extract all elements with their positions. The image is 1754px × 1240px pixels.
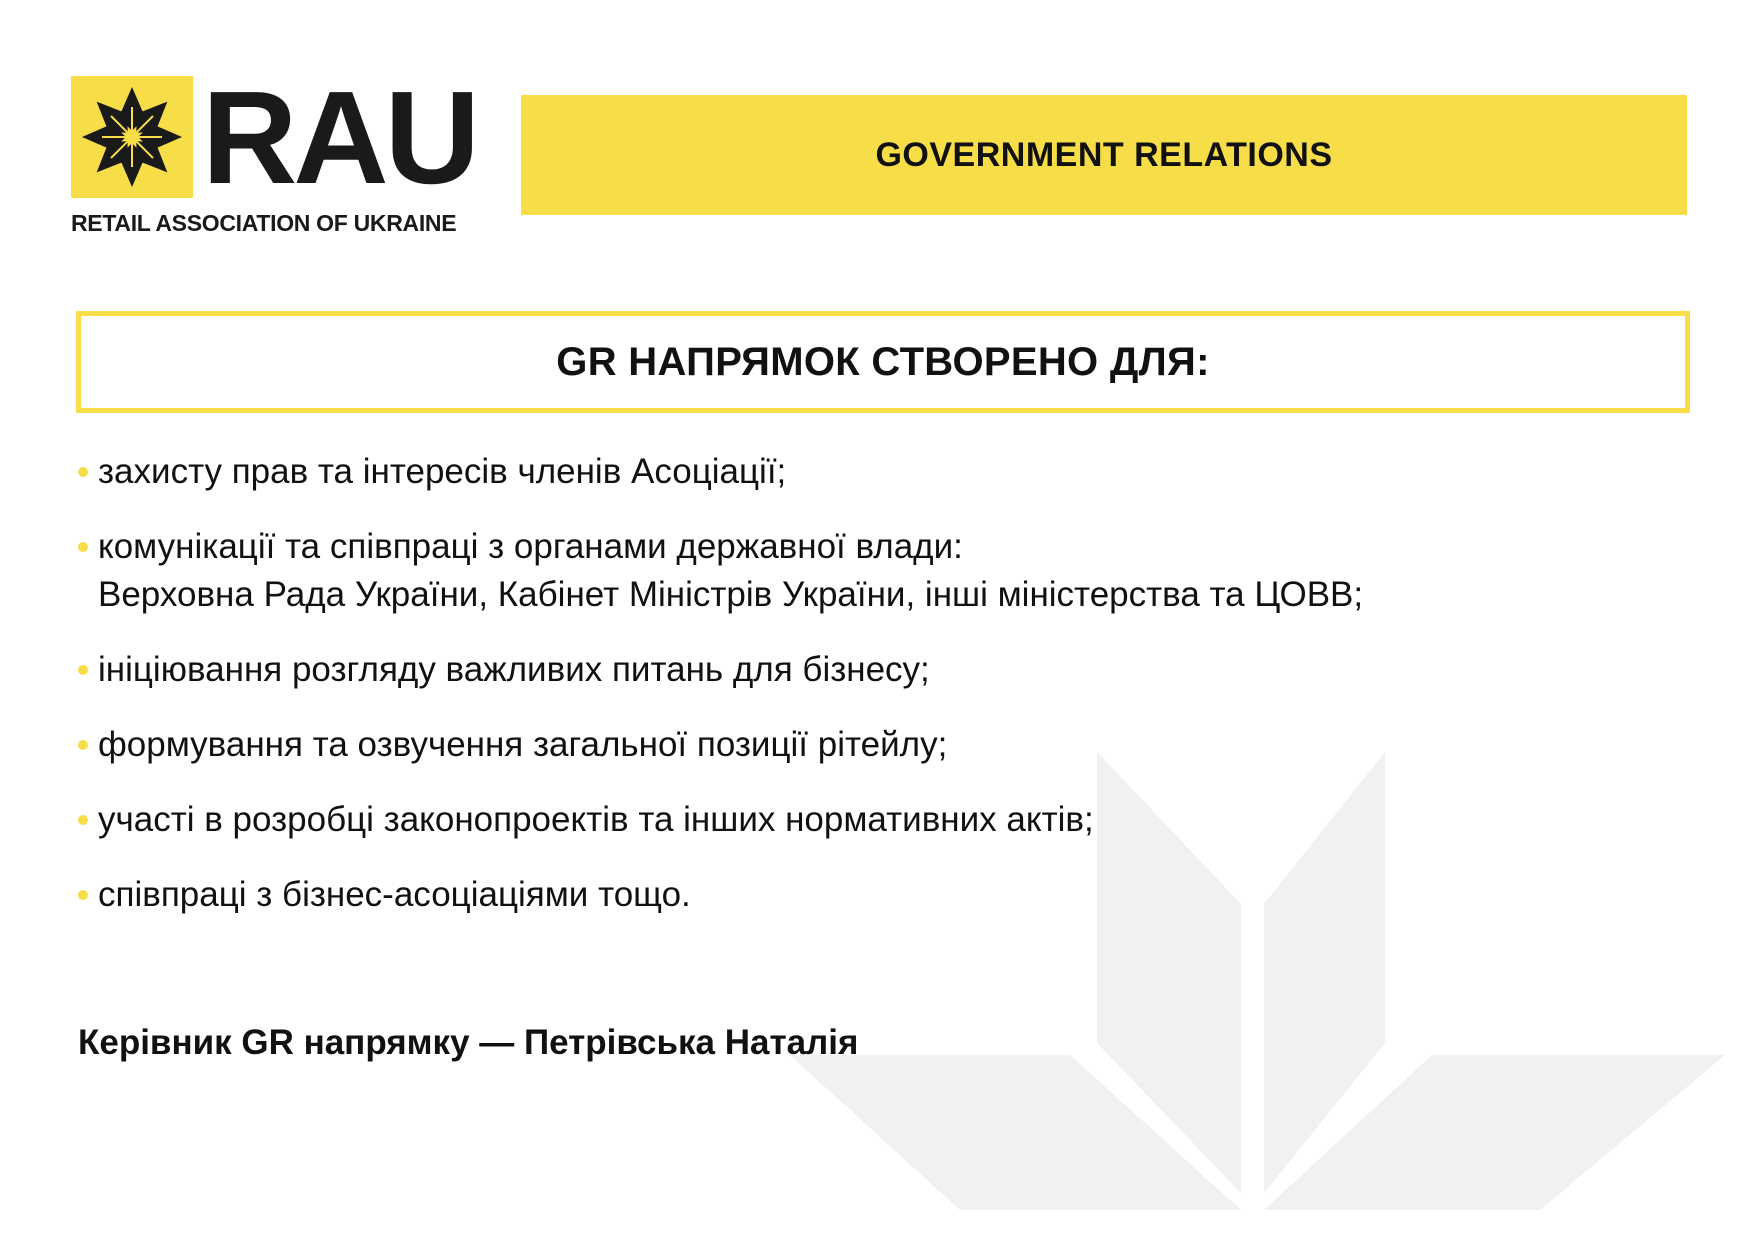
- section-title-box: [76, 311, 1690, 413]
- logo-subtitle: RETAIL ASSOCIATION OF UKRAINE: [71, 210, 457, 236]
- logo-wordmark: RAU: [202, 64, 476, 211]
- bullet-dot-icon: [78, 890, 88, 900]
- header-title: GOVERNMENT RELATIONS: [875, 135, 1333, 174]
- purpose-list: [78, 448, 1678, 946]
- list-item-text: комунікації та співпраці з органами державної влади:: [98, 527, 963, 566]
- list-item: [78, 871, 1678, 919]
- list-item-text: співпраці з бізнес-асоціаціями тощо.: [98, 875, 691, 914]
- list-item: [78, 448, 1678, 496]
- list-item: [78, 796, 1678, 844]
- bullet-dot-icon: [78, 542, 88, 552]
- list-item-text: формування та озвучення загальної позиції рітейлу;: [98, 725, 948, 764]
- header-bar: [521, 95, 1687, 215]
- bullet-dot-icon: [78, 815, 88, 825]
- bullet-dot-icon: [78, 665, 88, 675]
- list-item: [78, 646, 1678, 694]
- list-item-text: захисту прав та інтересів членів Асоціації;: [98, 452, 787, 491]
- list-item-text: ініціювання розгляду важливих питань для бізнесу;: [98, 650, 930, 689]
- star-ornament-icon: [71, 76, 193, 198]
- list-item: [78, 721, 1678, 769]
- gr-lead-note: Керівник GR напрямку — Петрівська Наталія: [78, 1023, 859, 1062]
- bullet-dot-icon: [78, 740, 88, 750]
- logo-mark: [71, 76, 193, 198]
- section-title: GR НАПРЯМОК СТВОРЕНО ДЛЯ:: [556, 339, 1210, 384]
- list-item-text: участі в розробці законопроектів та інших нормативних актів;: [98, 800, 1094, 839]
- bullet-dot-icon: [78, 467, 88, 477]
- list-item: [78, 523, 1678, 619]
- list-item-subtext: Верховна Рада України, Кабінет Міністрів України, інші міністерства та ЦОВВ;: [98, 575, 1364, 614]
